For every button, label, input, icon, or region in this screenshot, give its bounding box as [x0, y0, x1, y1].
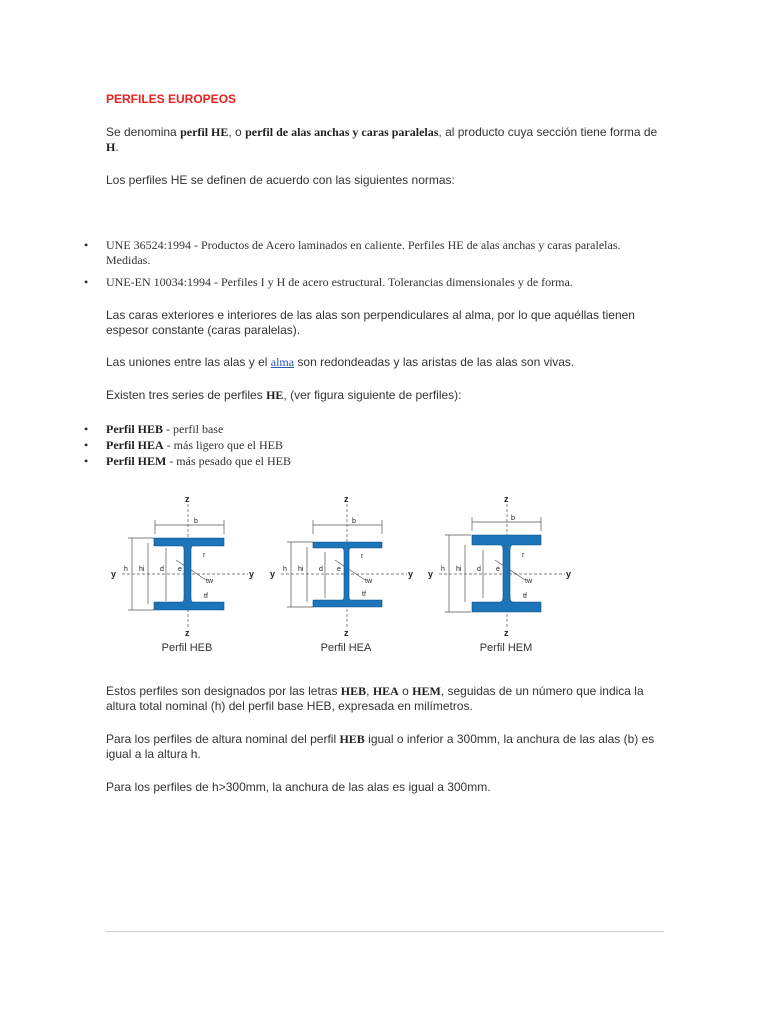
axis-y-right: y [566, 569, 572, 579]
caption-heb: Perfil HEB [161, 642, 213, 654]
label-tf: tf [204, 593, 208, 600]
label-tw: tw [365, 578, 372, 585]
label-e: e [337, 566, 341, 573]
norm-item: • UNE 36524:1994 - Productos de Acero laminados en caliente. Perfiles HE de alas anchas y caras paralelas. Medidas. [106, 238, 666, 268]
series-intro: Existen tres series de perfiles HE, (ver figura siguiente de perfiles): [106, 388, 462, 402]
axis-z-top: z [185, 494, 190, 504]
series-item-hem: • Perfil HEM - más pesado que el HEB [106, 453, 666, 469]
axis-z-bottom: z [344, 628, 349, 638]
label-tf: tf [523, 593, 527, 600]
page-heading: PERFILES EUROPEOS [106, 92, 237, 106]
width-rule-paragraph: Para los perfiles de altura nominal del perfil HEB igual o inferior a 300mm, la anchura de las alas (b) es igual a la altura h. [106, 732, 655, 761]
series-list [106, 421, 666, 469]
axis-y-right: y [408, 569, 414, 579]
axis-z-bottom: z [504, 628, 509, 638]
label-r: r [522, 552, 525, 559]
label-hi: hi [139, 566, 145, 573]
axis-y-left: y [428, 569, 434, 579]
axis-y-left: y [270, 569, 276, 579]
axis-z-top: z [344, 494, 349, 504]
caption-hea: Perfil HEA [320, 642, 372, 654]
axis-z-bottom: z [185, 628, 190, 638]
label-h: h [283, 566, 287, 573]
label-d: d [160, 566, 164, 573]
label-hi: hi [456, 566, 462, 573]
label-b: b [511, 515, 515, 522]
large-profile-paragraph: Para los perfiles de h>300mm, la anchura de las alas es igual a 300mm. [106, 780, 491, 794]
norm-item: • UNE-EN 10034:1994 - Perfiles I y H de acero estructural. Tolerancias dimensionales y de forma. [106, 275, 666, 290]
label-d: d [319, 566, 323, 573]
designation-paragraph: Estos perfiles son designados por las letras HEB, HEA o HEM, seguidas de un número que indica la altura total nominal (h) del perfil base HEB, expresada en milímetros. [106, 684, 644, 713]
axis-y-left: y [111, 569, 117, 579]
label-b: b [194, 518, 198, 525]
series-item-heb: • Perfil HEB - perfil base [106, 421, 666, 437]
label-r: r [203, 552, 206, 559]
axis-y-right: y [249, 569, 255, 579]
label-d: d [477, 566, 481, 573]
norms-intro: Los perfiles HE se definen de acuerdo con las siguientes normas: [106, 173, 455, 187]
norms-list [106, 238, 666, 290]
label-tf: tf [362, 591, 366, 598]
joints-paragraph: Las uniones entre las alas y el alma son redondeadas y las aristas de las alas son vivas. [106, 355, 575, 369]
axis-z-top: z [504, 494, 509, 504]
footer-divider [106, 931, 664, 932]
label-h: h [124, 566, 128, 573]
profile-figure-heb [108, 490, 258, 660]
label-b: b [352, 518, 356, 525]
label-hi: hi [298, 566, 304, 573]
label-e: e [178, 566, 182, 573]
label-e: e [496, 566, 500, 573]
profile-figure-hea [267, 490, 417, 660]
intro-paragraph: Se denomina perfil HE, o perfil de alas anchas y caras paralelas, al producto cuya sección tiene forma de H. [106, 125, 658, 154]
label-tw: tw [206, 578, 213, 585]
label-h: h [441, 566, 445, 573]
caption-hem: Perfil HEM [479, 642, 533, 654]
profile-figure-hem [425, 490, 575, 660]
label-r: r [361, 553, 364, 560]
series-item-hea: • Perfil HEA - más ligero que el HEB [106, 437, 666, 453]
alma-link[interactable]: alma [270, 355, 295, 369]
faces-paragraph: Las caras exteriores e interiores de las alas son perpendiculares al alma, por lo que aquéllas tienen espesor constante (caras paralelas). [106, 308, 635, 337]
label-tw: tw [525, 578, 532, 585]
